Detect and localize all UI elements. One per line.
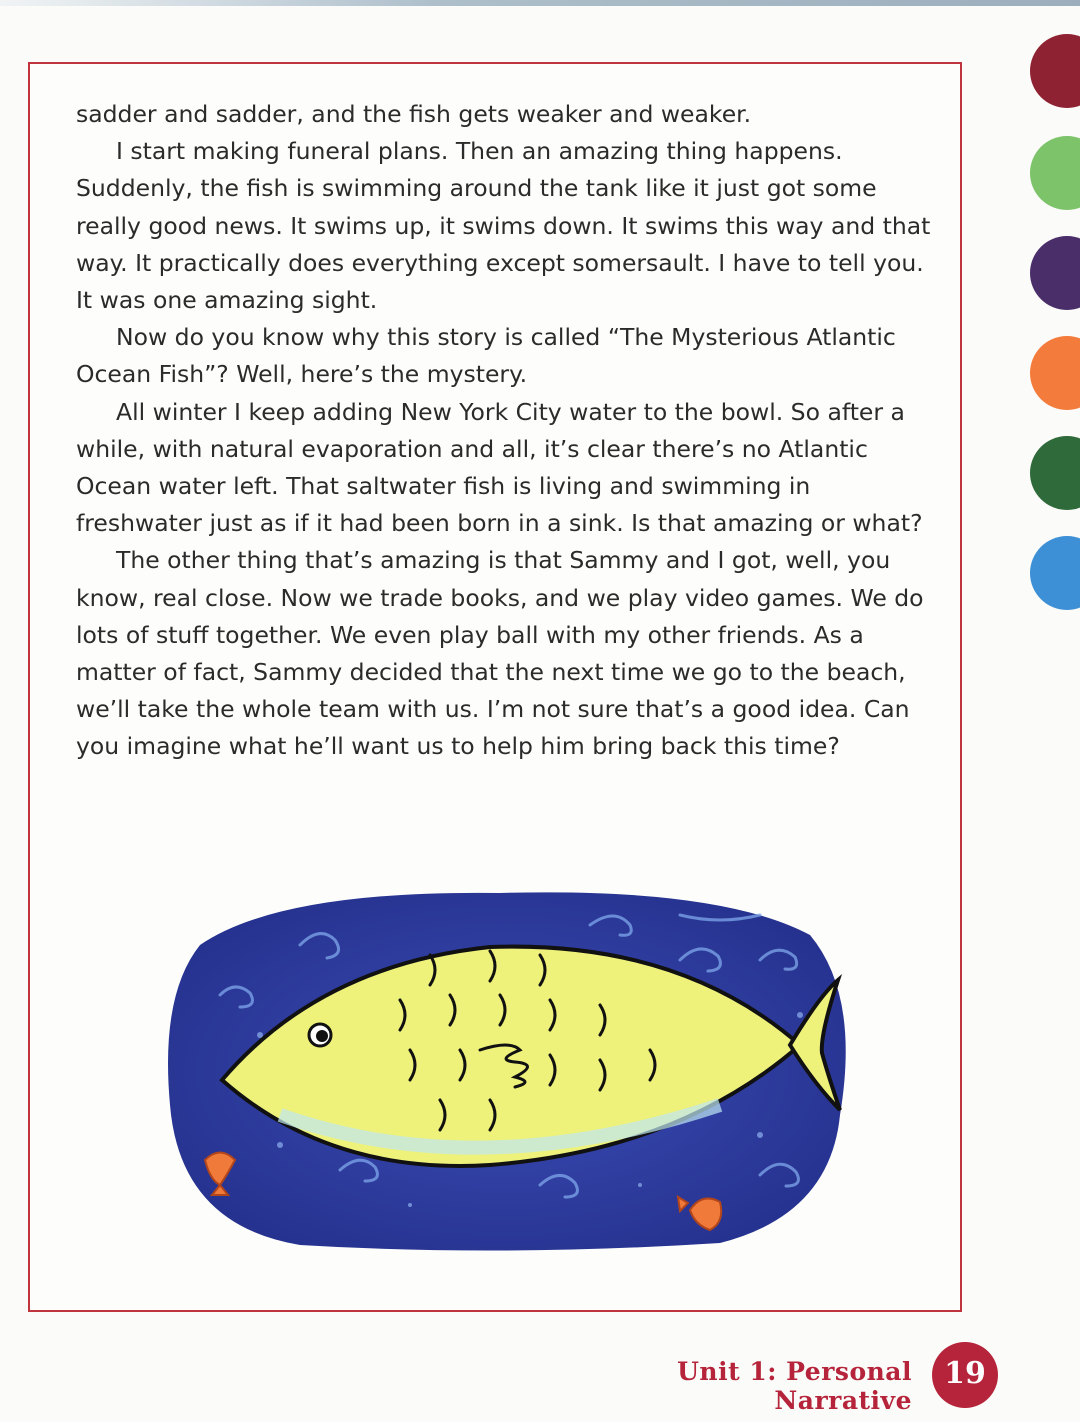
story-paragraph: sadder and sadder, and the fish gets weaker and weaker.	[76, 100, 752, 128]
page-number-badge: 19	[932, 1342, 998, 1408]
top-rule	[0, 0, 1080, 6]
story-paragraph: Now do you know why this story is called “The Mysterious Atlantic Ocean Fish”? Well, here’s the mystery.	[76, 323, 896, 389]
page-footer	[540, 1342, 1060, 1415]
story-paragraph: The other thing that’s amazing is that Sammy and I got, well, you know, real close. Now we trade books, and we play video games. We do lots of stuff together. We even play ball with my other friends. As a matter of fact, Sammy decided that the next time we go to the beach, we’ll take the whole team with us. I’m not sure that’s a good idea. Can you imagine what he’ll want us to help him bring back this time?	[76, 546, 924, 761]
fish-pupil	[316, 1030, 328, 1042]
fish-illustration	[160, 885, 850, 1255]
story-paragraph: I start making funeral plans. Then an amazing thing happens. Suddenly, the fish is swimming around the tank like it just got some really good news. It swims up, it swims down. It swims this way and that way. It practically does everything except somersault. I have to tell you. It was one amazing sight.	[76, 137, 931, 315]
section-tab[interactable]	[1030, 34, 1080, 108]
section-tab[interactable]	[1030, 336, 1080, 410]
unit-title: Unit 1: Personal Narrative	[677, 1357, 912, 1415]
section-tab[interactable]	[1030, 536, 1080, 610]
section-tab[interactable]	[1030, 436, 1080, 510]
story-text	[76, 96, 936, 766]
section-tab[interactable]	[1030, 236, 1080, 310]
story-paragraph: All winter I keep adding New York City water to the bowl. So after a while, with natural evaporation and all, it’s clear there’s no Atlantic Ocean water left. That saltwater fish is living and swimming in freshwater just as if it had been born in a sink. Is that amazing or what?	[76, 397, 923, 538]
section-tabs	[1030, 0, 1080, 1422]
section-tab[interactable]	[1030, 136, 1080, 210]
